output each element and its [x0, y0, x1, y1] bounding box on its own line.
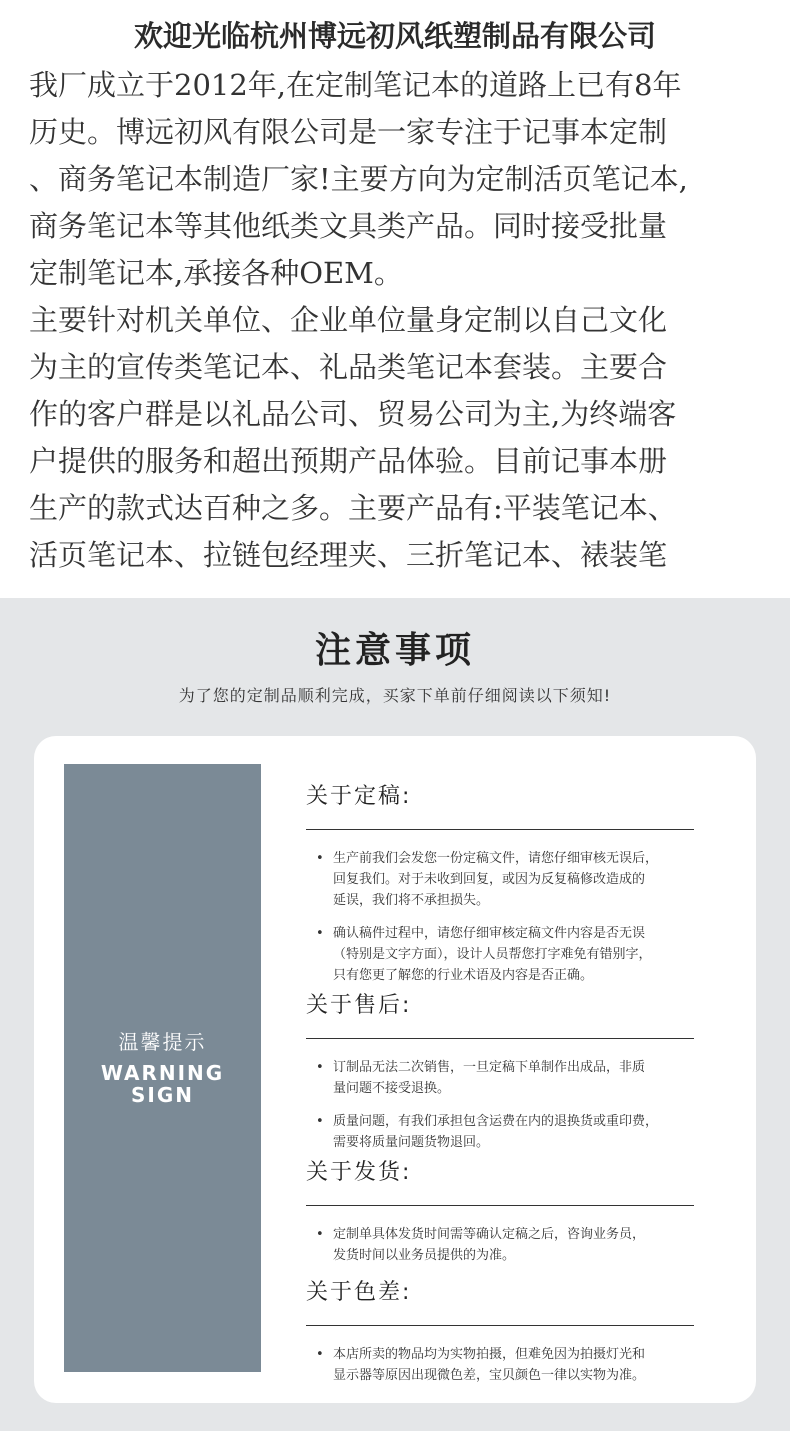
bullet-dot-icon: • — [316, 926, 324, 941]
intro-section — [0, 0, 790, 598]
bullet-list — [314, 1344, 714, 1398]
section-divider — [306, 1325, 694, 1326]
bullet-item — [314, 848, 714, 911]
warning-label-en-line2: SIGN — [131, 1083, 194, 1107]
bullet-line: 延误，我们将不承担损失。 — [333, 893, 490, 908]
intro-line: 活页笔记本、拉链包经理夹、三折笔记本、裱装笔 — [29, 538, 668, 572]
bullet-item — [314, 923, 714, 986]
intro-body — [29, 62, 769, 579]
warning-label-en-line1: WARNING — [100, 1061, 225, 1085]
intro-line: 历史。博远初风有限公司是一家专注于记事本定制 — [29, 115, 668, 149]
bullet-line: 回复我们。对于未收到回复，或因为反复稿修改造成的 — [333, 872, 646, 887]
section-draft-confirmation — [306, 780, 726, 983]
bullet-line: 量问题不接受退换。 — [333, 1081, 451, 1096]
section-after-sales — [306, 989, 726, 1150]
notice-title: 注意事项 — [314, 630, 475, 671]
section-heading: 关于售后: — [306, 993, 412, 1018]
bullet-line: 只有您更了解您的行业术语及内容是否正确。 — [333, 968, 594, 983]
warning-side-panel — [64, 764, 261, 1372]
notice-card — [34, 736, 756, 1403]
bullet-item — [314, 1344, 714, 1386]
bullet-line: 显示器等原因出现微色差，宝贝颜色一律以实物为准。 — [333, 1368, 646, 1383]
intro-line: 我厂成立于2012年,在定制笔记本的道路上已有8年 — [29, 68, 682, 102]
intro-line: 商务笔记本等其他纸类文具类产品。同时接受批量 — [29, 209, 668, 243]
intro-line: 为主的宣传类笔记本、礼品类笔记本套装。主要合 — [29, 350, 668, 384]
bullet-dot-icon: • — [316, 851, 324, 866]
intro-line: 主要针对机关单位、企业单位量身定制以自己文化 — [29, 303, 668, 337]
bullet-line: 本店所卖的物品均为实物拍摄，但难免因为拍摄灯光和 — [333, 1347, 646, 1362]
bullet-dot-icon: • — [316, 1114, 324, 1129]
bullet-item — [314, 1224, 714, 1266]
section-divider — [306, 1205, 694, 1206]
notice-section — [0, 598, 790, 1431]
bullet-dot-icon: • — [316, 1060, 324, 1075]
warning-label-en — [64, 1062, 261, 1106]
bullet-line: 定制单具体发货时间需等确认定稿之后，咨询业务员， — [333, 1227, 646, 1242]
intro-line: 生产的款式达百种之多。主要产品有:平装笔记本、 — [29, 491, 677, 525]
section-heading: 关于发货: — [306, 1160, 412, 1185]
section-divider — [306, 829, 694, 830]
intro-line: 作的客户群是以礼品公司、贸易公司为主,为终端客 — [29, 397, 677, 431]
bullet-line: 生产前我们会发您一份定稿文件，请您仔细审核无误后， — [333, 851, 659, 866]
bullet-line: （特别是文字方面），设计人员帮您打字难免有错别字， — [333, 947, 652, 962]
intro-line: 、商务笔记本制造厂家!主要方向为定制活页笔记本, — [29, 162, 688, 196]
section-heading: 关于色差: — [306, 1280, 412, 1305]
bullet-dot-icon: • — [316, 1347, 324, 1362]
section-heading: 关于定稿: — [306, 784, 412, 809]
bullet-line: 订制品无法二次销售，一旦定稿下单制作出成品，非质 — [333, 1060, 646, 1075]
intro-line: 定制笔记本,承接各种OEM。 — [29, 256, 403, 290]
bullet-line: 发货时间以业务员提供的为准。 — [333, 1248, 516, 1263]
section-divider — [306, 1038, 694, 1039]
bullet-line: 需要将质量问题货物退回。 — [333, 1135, 490, 1150]
notice-subtitle: 为了您的定制品顺利完成，买家下单前仔细阅读以下须知! — [178, 686, 612, 705]
bullet-list — [314, 848, 714, 998]
intro-title: 欢迎光临杭州博远初风纸塑制品有限公司 — [133, 19, 656, 53]
bullet-item — [314, 1057, 714, 1099]
bullet-dot-icon: • — [316, 1227, 324, 1242]
section-color-difference — [306, 1276, 726, 1383]
bullet-list — [314, 1224, 714, 1278]
bullet-item — [314, 1111, 714, 1153]
section-shipping — [306, 1156, 726, 1263]
bullet-list — [314, 1057, 714, 1165]
warning-label-cn: 温馨提示 — [118, 1030, 207, 1054]
bullet-line: 质量问题，有我们承担包含运费在内的退换货或重印费， — [333, 1114, 659, 1129]
intro-line: 户提供的服务和超出预期产品体验。目前记事本册 — [29, 444, 668, 478]
bullet-line: 确认稿件过程中，请您仔细审核定稿文件内容是否无误 — [333, 926, 646, 941]
